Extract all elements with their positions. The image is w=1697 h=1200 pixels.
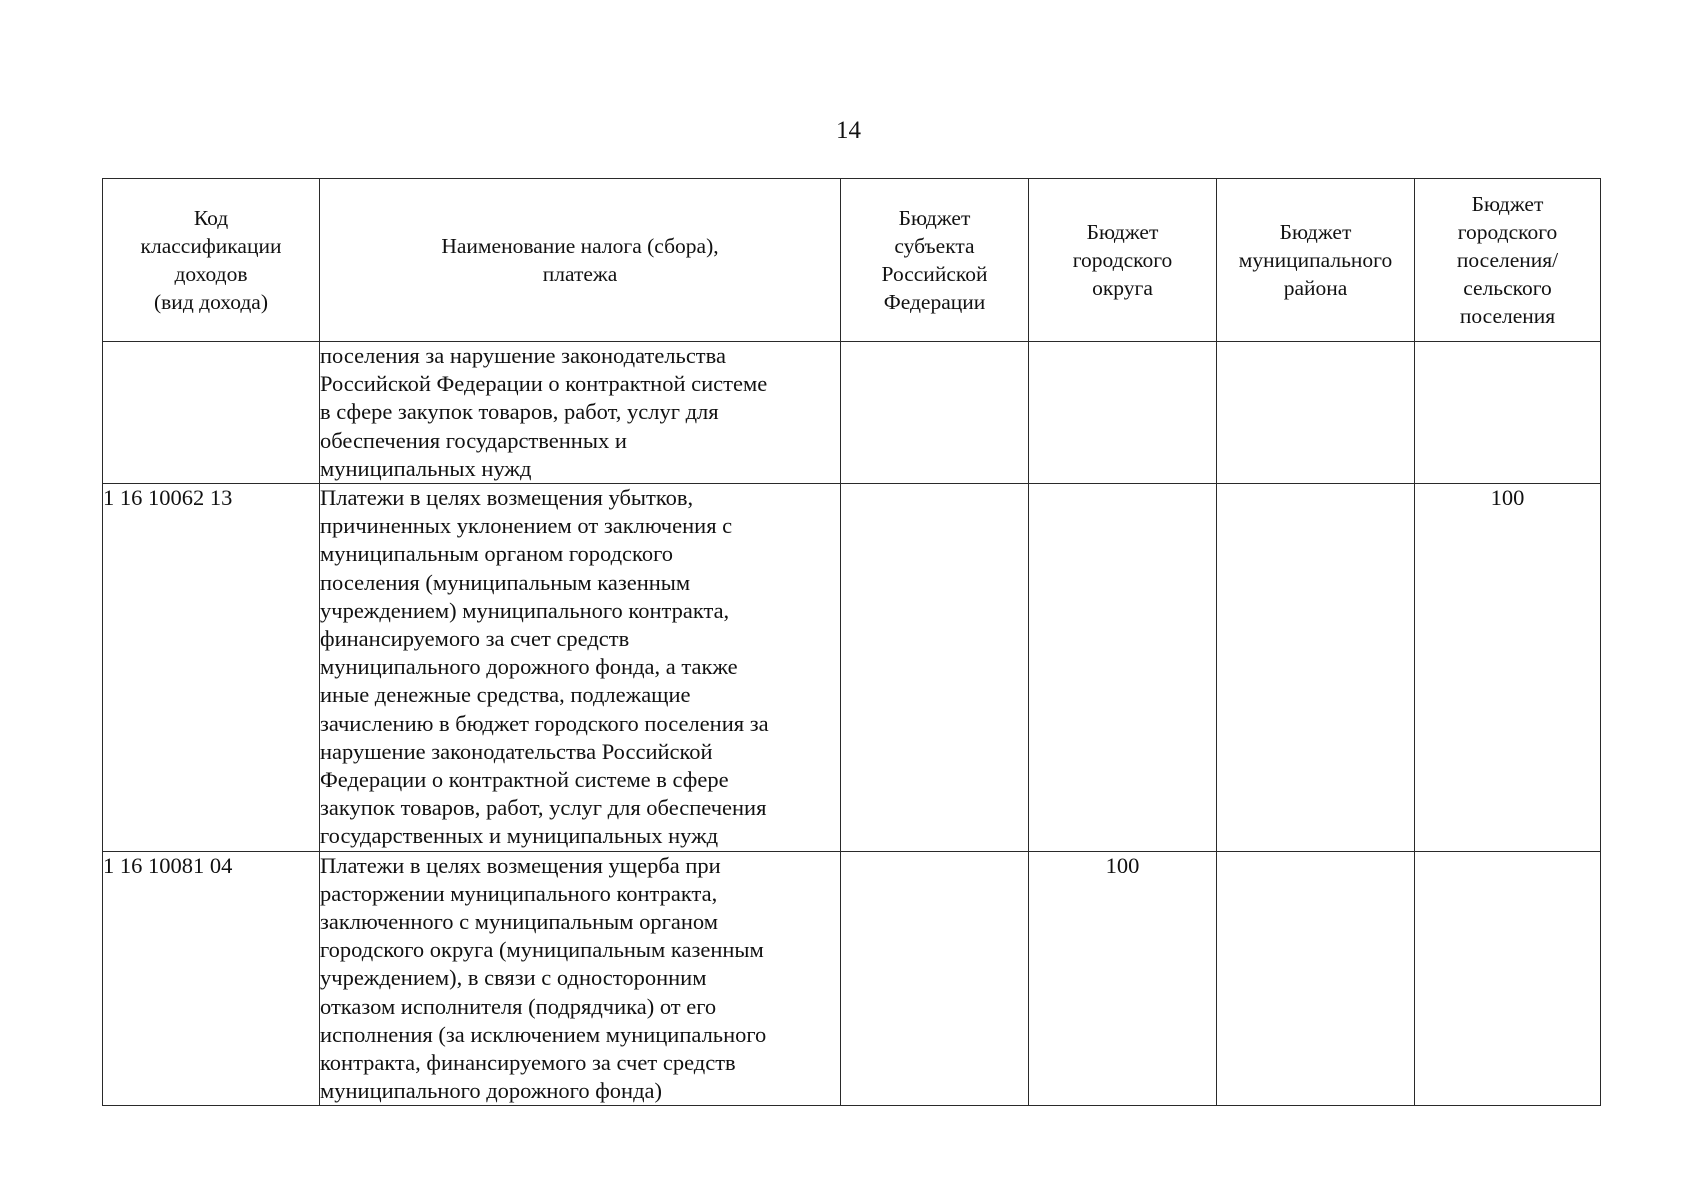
revenue-distribution-table	[102, 178, 1601, 1106]
city-district-share-cell	[1029, 342, 1217, 484]
header-row	[103, 179, 1601, 342]
municipal-district-share-cell	[1217, 342, 1415, 484]
header-municipal-district-budget: Бюджет муниципального района	[1217, 179, 1415, 342]
table-header	[103, 179, 1601, 342]
city-district-share-cell: 100	[1029, 851, 1217, 1106]
payment-name-cell: поселения за нарушение законодательства Российской Федерации о контрактной системе в сфере закупок товаров, работ, услуг для обеспечения государственных и муниципальных нужд	[320, 342, 841, 484]
header-income-code: Код классификации доходов (вид дохода)	[103, 179, 320, 342]
subject-rf-share-cell	[841, 851, 1029, 1106]
table-row	[103, 851, 1601, 1106]
table-row	[103, 342, 1601, 484]
header-subject-rf-budget: Бюджет субъекта Российской Федерации	[841, 179, 1029, 342]
header-settlement-budget: Бюджет городского поселения/ сельского поселения	[1415, 179, 1601, 342]
header-city-district-budget: Бюджет городского округа	[1029, 179, 1217, 342]
settlement-share-cell: 100	[1415, 484, 1601, 852]
table-body	[103, 342, 1601, 1106]
municipal-district-share-cell	[1217, 484, 1415, 852]
settlement-share-cell	[1415, 342, 1601, 484]
subject-rf-share-cell	[841, 484, 1029, 852]
income-code-cell: 1 16 10081 04	[103, 851, 320, 1106]
city-district-share-cell	[1029, 484, 1217, 852]
income-code-cell: 1 16 10062 13	[103, 484, 320, 852]
subject-rf-share-cell	[841, 342, 1029, 484]
payment-name-cell: Платежи в целях возмещения убытков, причиненных уклонением от заключения с муниципальным органом городского поселения (муниципальным казенным учреждением) муниципального контракта, финансируемого за счет средств муниципального дорожного фонда, а также иные денежные средства, подлежащие зачислению в бюджет городского поселения за нарушение законодательства Российской Федерации о контрактной системе в сфере закупок товаров, работ, услуг для обеспечения государственных и муниципальных нужд	[320, 484, 841, 852]
income-code-cell	[103, 342, 320, 484]
municipal-district-share-cell	[1217, 851, 1415, 1106]
table-row	[103, 484, 1601, 852]
page-number: 14	[836, 117, 861, 144]
settlement-share-cell	[1415, 851, 1601, 1106]
payment-name-cell: Платежи в целях возмещения ущерба при расторжении муниципального контракта, заключенного с муниципальным органом городского округа (муниципальным казенным учреждением), в связи с односторонним отказом исполнителя (подрядчика) от его исполнения (за исключением муниципального контракта, финансируемого за счет средств муниципального дорожного фонда)	[320, 851, 841, 1106]
header-payment-name: Наименование налога (сбора), платежа	[320, 179, 841, 342]
